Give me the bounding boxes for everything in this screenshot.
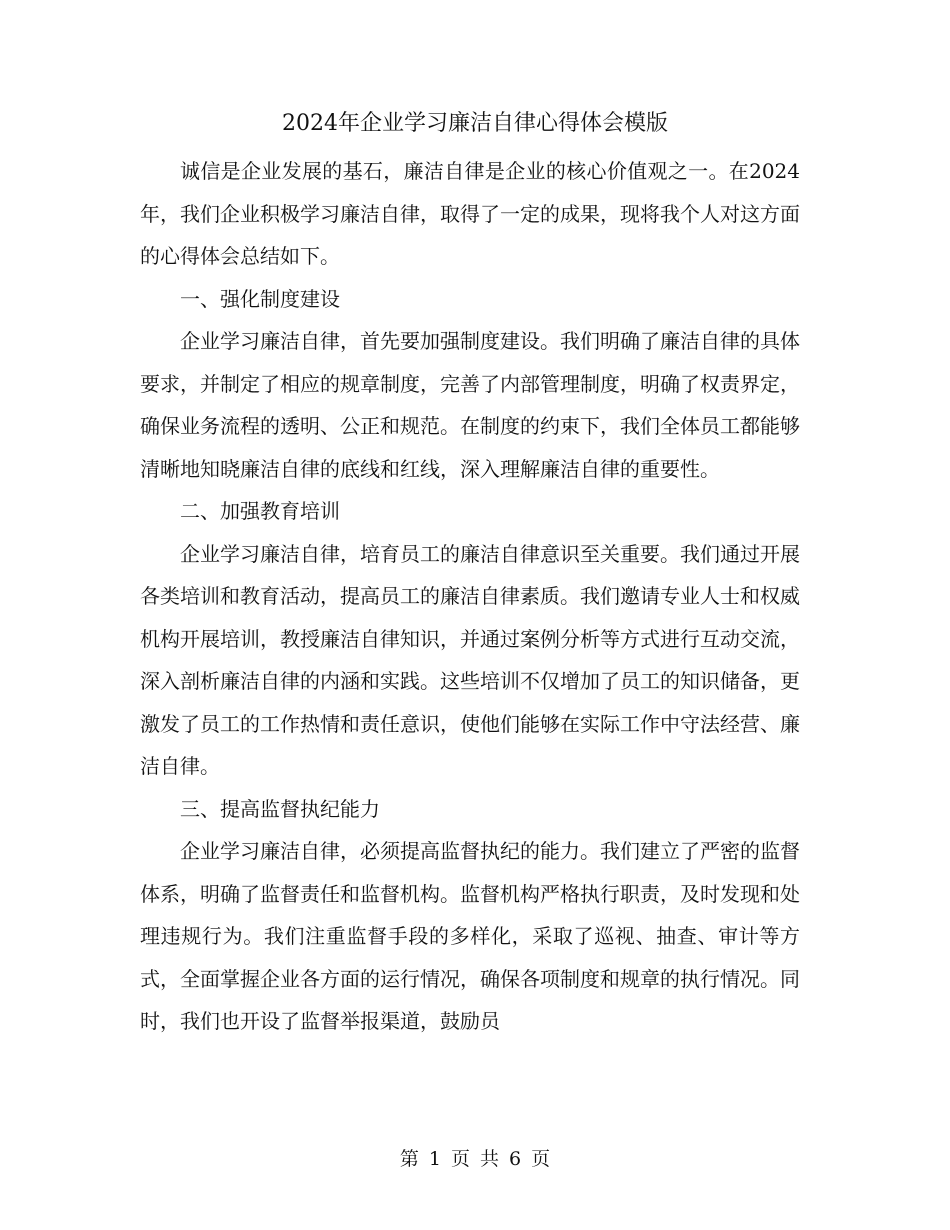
intro-paragraph: 诚信是企业发展的基石，廉洁自律是企业的核心价值观之一。在2024年，我们企业积极学习廉洁自律，取得了一定的成果，现将我个人对这方面的心得体会总结如下。 [140, 159, 800, 268]
section-body-3: 企业学习廉洁自律，必须提高监督执纪的能力。我们建立了严密的监督体系，明确了监督责任和监督机构。监督机构严格执行职责，及时发现和处理违规行为。我们注重监督手段的多样化，采取了巡视、抽查、审计等方式，全面掌握企业各方面的运行情况，确保各项制度和规章的执行情况。同时，我们也开设了监督举报渠道，鼓励员 [140, 839, 800, 1033]
section-heading-1: 一、强化制度建设 [180, 286, 340, 311]
section-body-2: 企业学习廉洁自律，培育员工的廉洁自律意识至关重要。我们通过开展各类培训和教育活动，提高员工的廉洁自律素质。我们邀请专业人士和权威机构开展培训，教授廉洁自律知识，并通过案例分析等方式进行互动交流，深入剖析廉洁自律的内涵和实践。这些培训不仅增加了员工的知识储备，更激发了员工的工作热情和责任意识，使他们能够在实际工作中守法经营、廉洁自律。 [140, 541, 800, 778]
document-body [140, 150, 800, 1043]
section-heading-3: 三、提高监督执纪能力 [180, 796, 380, 821]
section-body-1: 企业学习廉洁自律，首先要加强制度建设。我们明确了廉洁自律的具体要求，并制定了相应的规章制度，完善了内部管理制度，明确了权责界定，确保业务流程的透明、公正和规范。在制度的约束下，我们全体员工都能够清晰地知晓廉洁自律的底线和红线，深入理解廉洁自律的重要性。 [140, 329, 800, 481]
document-title: 2024年企业学习廉洁自律心得体会模版 [282, 111, 668, 136]
page-number-footer: 第 1 页 共 6 页 [399, 1148, 551, 1170]
section-heading-2: 二、加强教育培训 [180, 499, 340, 523]
